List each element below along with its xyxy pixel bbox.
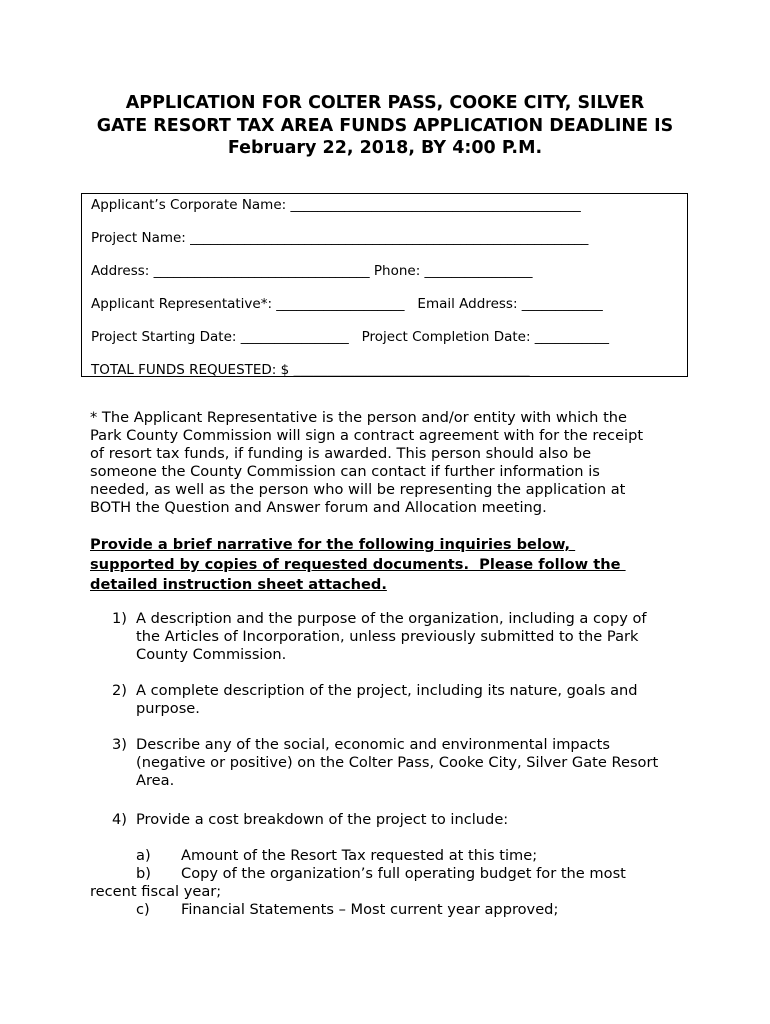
total-funds-label: TOTAL FUNDS REQUESTED: $	[91, 362, 294, 378]
list-item-line: the Articles of Incorporation, unless previously submitted to the Park	[136, 628, 639, 645]
subitem-b-letter: b)	[136, 865, 151, 882]
subitem-c-letter: c)	[136, 901, 150, 918]
note-line: someone the County Commission can contact if further information is	[90, 463, 600, 480]
list-item-line: purpose.	[136, 700, 200, 717]
representative-email-field[interactable]: Applicant Representative*: ___________________ Email Address: ____________	[91, 296, 603, 312]
project-name-field[interactable]: Project Name: ___________________________________________________________	[91, 230, 589, 246]
list-number: 1)	[112, 610, 127, 627]
address-phone-field[interactable]: Address: ________________________________ Phone: ________________	[91, 263, 533, 279]
list-number: 4)	[112, 811, 127, 828]
title-line-3: February 22, 2018, BY 4:00 P.M.	[227, 138, 543, 158]
note-line: BOTH the Question and Answer forum and Allocation meeting.	[90, 499, 547, 516]
subitem-c-text: Financial Statements – Most current year approved;	[181, 901, 559, 918]
narrative-instructions-heading	[90, 535, 690, 595]
subitem-b-continuation: recent fiscal year;	[90, 883, 222, 900]
note-line: of resort tax funds, if funding is awarded. This person should also be	[90, 445, 592, 462]
list-item-line: Area.	[136, 772, 175, 789]
list-item-line: (negative or positive) on the Colter Pass, Cooke City, Silver Gate Resort	[136, 754, 659, 771]
document-title	[60, 92, 710, 160]
note-line: needed, as well as the person who will be representing the application at	[90, 481, 626, 498]
note-line: * The Applicant Representative is the person and/or entity with which the	[90, 409, 628, 426]
corporate-name-field[interactable]: Applicant’s Corporate Name: ___________________________________________	[91, 197, 581, 213]
list-number: 2)	[112, 682, 127, 699]
representative-footnote	[90, 409, 690, 517]
list-item-line: Provide a cost breakdown of the project to include:	[136, 811, 509, 828]
total-funds-line[interactable]: ___________________________________	[293, 362, 530, 378]
list-item-line: A complete description of the project, including its nature, goals and	[136, 682, 638, 699]
title-line-2: GATE RESORT TAX AREA FUNDS APPLICATION DEADLINE IS	[96, 115, 674, 136]
list-item-line: A description and the purpose of the organization, including a copy of	[136, 610, 647, 627]
total-funds-field[interactable]	[91, 362, 530, 378]
applicant-info-box	[81, 193, 688, 377]
project-dates-field[interactable]: Project Starting Date: ________________ Project Completion Date: ___________	[91, 329, 610, 345]
list-item-line: County Commission.	[136, 646, 287, 663]
narrative-line: Provide a brief narrative for the following inquiries below,	[90, 536, 576, 553]
list-item-line: Describe any of the social, economic and environmental impacts	[136, 736, 610, 753]
narrative-line: supported by copies of requested documents. Please follow the	[90, 556, 626, 573]
subitem-b-text: Copy of the organization’s full operating budget for the most	[181, 865, 626, 882]
narrative-line: detailed instruction sheet attached.	[90, 576, 387, 593]
subitem-a-text: Amount of the Resort Tax requested at this time;	[181, 847, 538, 864]
list-number: 3)	[112, 736, 127, 753]
title-line-1: APPLICATION FOR COLTER PASS, COOKE CITY, SILVER	[125, 93, 645, 113]
subitem-a-letter: a)	[136, 847, 151, 864]
note-line: Park County Commission will sign a contract agreement with for the receipt	[90, 427, 644, 444]
